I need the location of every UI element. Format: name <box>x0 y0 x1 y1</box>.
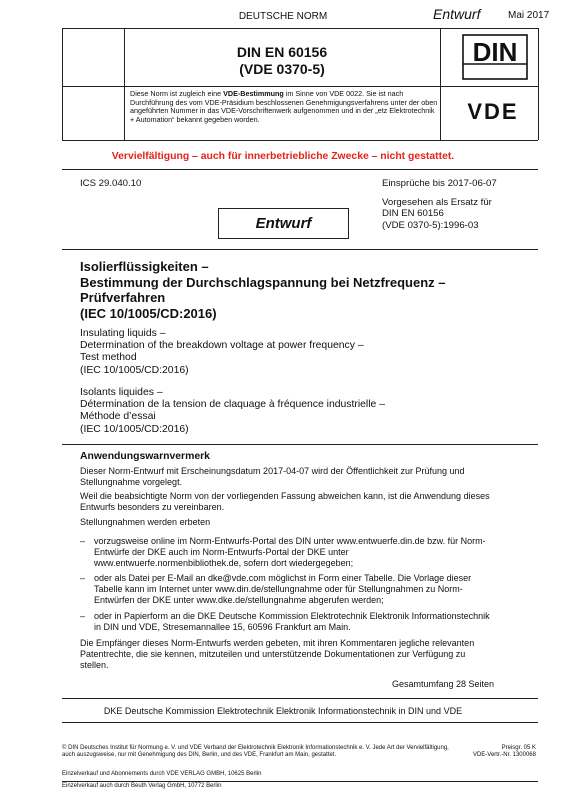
replacement-line3: (VDE 0370-5):1996-03 <box>382 219 479 231</box>
header-draft-label: Entwurf <box>433 6 481 22</box>
notice-post: im Sinne von VDE 0022. Sie ist nach Durchführung des vom VDE-Präsidium beschlossenen Genehmigungsverfahrens unter der oben angeführten Nummer in das VDE-Vorschriftenwerk aufgenommen und in der „etz Elektrotechnik + Automation“ bekannt gegeben worden. <box>130 89 438 124</box>
ics-top-rule <box>62 169 538 170</box>
title-de-line1: Isolierflüssigkeiten – <box>80 259 209 274</box>
header-doc-type: DEUTSCHE NORM <box>238 11 328 22</box>
title-english <box>80 328 480 377</box>
objection-deadline: Einsprüche bis 2017-06-07 <box>382 178 497 189</box>
warning-top-rule <box>62 444 538 445</box>
bullet-text: vorzugsweise online im Norm-Entwurfs-Portal des DIN unter www.entwuerfe.din.de bzw. für Norm-Entwürfe der DKE auch im Norm-Entwurfs-Portal der DKE unter www.entwuerfe.normenbibliothek.de, sofern dort wiedergegeben; <box>94 536 486 569</box>
list-item <box>80 573 494 607</box>
vde-logo <box>453 99 533 123</box>
title-de-line3: Prüfverfahren <box>80 290 166 306</box>
title-en-line4: (IEC 10/1005/CD:2016) <box>80 364 189 376</box>
din-logo-text: DIN <box>472 37 518 67</box>
warning-paragraph-1: Dieser Norm-Entwurf mit Erscheinungsdatum 2017-04-07 wird der Öffentlichkeit zur Prüfung und Stellungnahme vorgelegt. <box>80 466 465 488</box>
dke-footer: DKE Deutsche Kommission Elektrotechnik Elektronik Informationstechnik in DIN und VDE <box>103 706 463 716</box>
frame-mid-rule <box>62 86 538 87</box>
frame-left <box>62 28 63 140</box>
din-logo <box>462 34 528 80</box>
list-item <box>80 611 494 635</box>
title-de-line2: Bestimmung der Durchschlagspannung bei Netzfrequenz – <box>80 274 446 290</box>
warning-paragraph-4: Die Empfänger dieses Norm-Entwurfs werden gebeten, mit ihren Kommentaren jegliche relevanten Patentrechte, die sie kennen, mitzuteilen und unterstützende Dokumentationen zur Verfügung zu stellen. <box>80 638 475 671</box>
title-de-line4: (IEC 10/1005/CD:2016) <box>80 305 217 321</box>
bullet-dash: – <box>80 611 86 621</box>
reproduction-notice: Vervielfältigung – auch für innerbetriebliche Zwecke – nicht gestattet. <box>111 151 455 162</box>
list-item <box>80 536 494 570</box>
replacement-line2: DIN EN 60156 <box>382 208 444 220</box>
frame-bottom-rule <box>62 140 538 141</box>
price-group: Preisgr. 05 K <box>501 745 536 751</box>
warning-heading: Anwendungswarnvermerk <box>80 451 210 462</box>
title-fr-line1: Isolants liquides – <box>80 387 163 398</box>
ics-code: ICS 29.040.10 <box>80 178 142 189</box>
title-fr-line4: (IEC 10/1005/CD:2016) <box>80 423 189 435</box>
frame-inner-right <box>440 28 441 140</box>
sales-info-1: Einzelverkauf und Abonnements durch VDE VERLAG GMBH, 10625 Berlin <box>62 771 262 777</box>
notice-pre: Diese Norm ist zugleich eine <box>130 89 224 98</box>
dke-top-rule <box>62 698 538 699</box>
title-fr-line2: Détermination de la tension de claquage à fréquence industrielle – <box>80 399 385 411</box>
price-info <box>450 745 536 759</box>
dke-bottom-rule <box>62 722 538 723</box>
vde-order-number: VDE-Vertr.-Nr. 1300068 <box>472 752 536 758</box>
title-french <box>80 387 480 436</box>
standard-number-line2: (VDE 0370-5) <box>239 61 325 77</box>
copyright-notice: © DIN Deutsches Institut für Normung e. V. und VDE Verband der Elektrotechnik Elektronik Informationstechnik e. V. Jede Art der Vervielfältigung, auch auszugsweise, nur mit Genehmigung des DIN, Berlin, und des VDE, Frankfurt am Main, gestattet. <box>62 745 449 758</box>
bullet-dash: – <box>80 573 86 583</box>
bullet-text: oder in Papierform an die DKE Deutsche Kommission Elektrotechnik Elektronik Informationstechnik in DIN und VDE, Stresemannallee 15, 60596 Frankfurt am Main. <box>94 611 490 633</box>
bullet-text: oder als Datei per E-Mail an dke@vde.com möglichst in Form einer Tabelle. Die Vorlage dieser Tabelle kann im Internet unter www.din.de/stellungnahme oder für Stellungnahmen zu Norm-Entwürfen der DKE unter www.dke.de/stellungnahme abgerufen werden; <box>94 573 472 606</box>
title-en-line1: Insulating liquids – <box>80 328 166 339</box>
titles-top-rule <box>62 249 538 250</box>
title-en-line2: Determination of the breakdown voltage at power frequency – <box>80 340 364 352</box>
title-en-line3: Test method <box>80 352 137 364</box>
frame-right <box>538 28 539 140</box>
standard-number-line1: DIN EN 60156 <box>236 44 328 60</box>
title-fr-line3: Méthode d’essai <box>80 411 156 423</box>
sales-divider <box>62 781 538 782</box>
warning-paragraph-2: Weil die beabsichtigte Norm von der vorliegenden Fassung abweichen kann, ist die Anwendung dieses Entwurfs besonders zu vereinbaren. <box>80 491 490 513</box>
draft-box: Entwurf <box>218 208 349 239</box>
bullet-dash: – <box>80 536 86 546</box>
notice-bold: VDE-Bestimmung <box>223 89 284 98</box>
title-german <box>80 259 480 321</box>
header-rule <box>62 28 538 29</box>
standard-number <box>124 44 440 78</box>
vde-logo-text: VDE <box>467 99 519 123</box>
replacement-line1: Vorgesehen als Ersatz für <box>382 197 492 208</box>
warning-paragraph-3: Stellungnahmen werden erbeten <box>80 517 211 527</box>
replacement-info <box>382 197 512 231</box>
header-date: Mai 2017 <box>508 10 550 21</box>
vde-notice <box>130 90 438 124</box>
total-pages: Gesamtumfang 28 Seiten <box>391 679 494 689</box>
sales-info-2: Einzelverkauf auch durch Beuth Verlag GmbH, 10772 Berlin <box>62 783 222 789</box>
